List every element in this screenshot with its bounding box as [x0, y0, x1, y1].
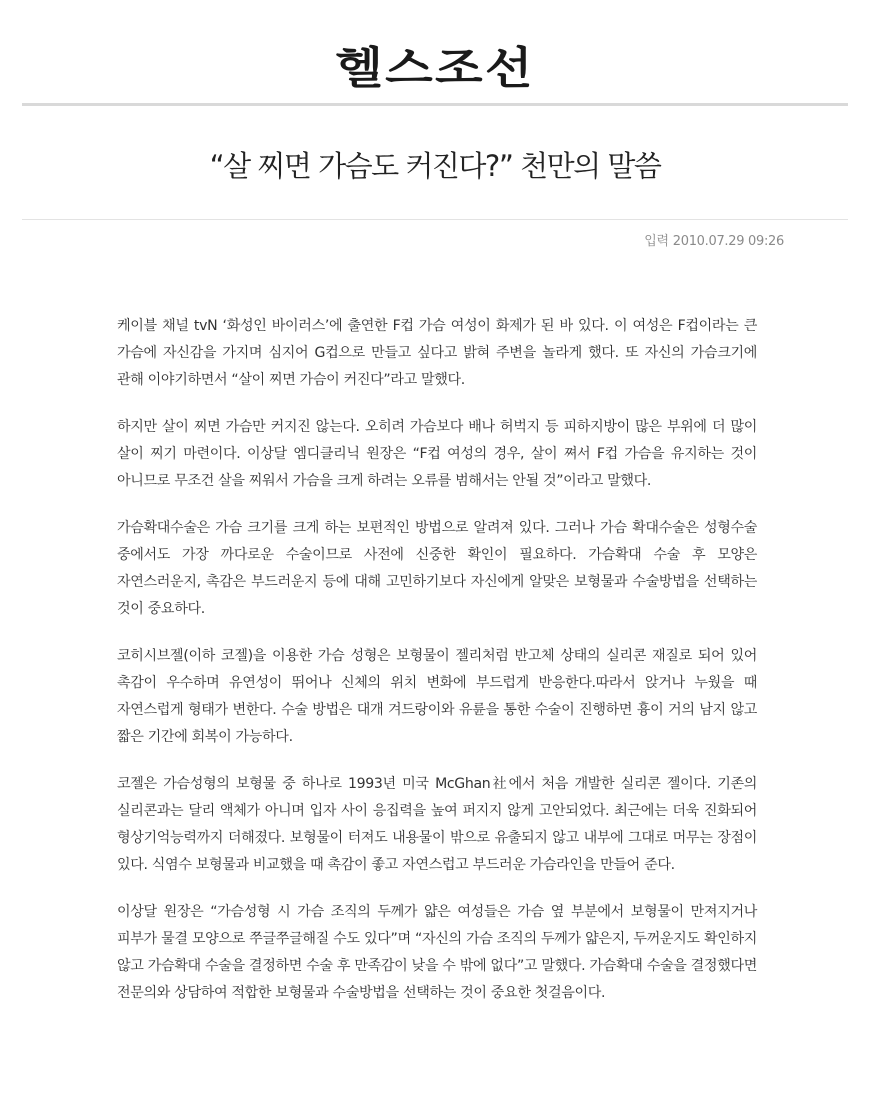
article-paragraph: 하지만 살이 찌면 가슴만 커지진 않는다. 오히려 가슴보다 배나 허벅지 등 피하지방이 많은 부위에 더 많이 살이 찌기 마련이다. 이상달 엠디클리닉 원장은 “F컵 여성의 경우, 살이 쪄서 F컵 가슴을 유지하는 것이 아니므로 무조건 살을 찌워서 가슴을 크게 하려는 오류를 범해서는 안될 것”이라고 말했다.	[117, 419, 757, 489]
publish-date	[644, 230, 784, 249]
masthead	[0, 0, 870, 104]
headline-section	[0, 104, 870, 220]
publish-date-value: 2010.07.29 09:26	[672, 234, 784, 249]
article-paragraph: 코히시브젤(이하 코젤)을 이용한 가슴 성형은 보형물이 젤리처럼 반고체 상태의 실리콘 재질로 되어 있어 촉감이 우수하며 유연성이 뛰어나 신체의 위치 변화에 부드럽게 반응한다.따라서 앉거나 누웠을 때 자연스럽게 형태가 변한다. 수술 방법은 대개 겨드랑이와 유륜을 통한 수술이 진행하면 흉이 거의 남지 않고 짧은 기간에 회복이 가능하다.	[117, 648, 757, 745]
article-meta	[0, 220, 870, 300]
article-paragraph: 이상달 원장은 “가슴성형 시 가슴 조직의 두께가 얇은 여성들은 가슴 옆 부분에서 보형물이 만져지거나 피부가 물결 모양으로 쭈글쭈글해질 수도 있다”며 “자신의 가슴 조직의 두께가 얇은지, 두꺼운지도 확인하지 않고 가슴확대 수술을 결정하면 수술 후 만족감이 낮을 수 밖에 없다”고 말했다. 가슴확대 수술을 결정했다면 전문의와 상담하여 적합한 보형물과 수술방법을 선택하는 것이 중요한 첫걸음이다.	[117, 904, 757, 1001]
publish-date-label: 입력	[644, 234, 669, 249]
site-logo[interactable]: 헬스조선	[335, 43, 535, 94]
article-paragraph: 가슴확대수술은 가슴 크기를 크게 하는 보편적인 방법으로 알려져 있다. 그러나 가슴 확대수술은 성형수술 중에서도 가장 까다로운 수술이므로 사전에 신중한 확인이 필요하다. 가슴확대 수술 후 모양은 자연스러운지, 촉감은 부드러운지 등에 대해 고민하기보다 자신에게 알맞은 보형물과 수술방법을 선택하는 것이 중요하다.	[117, 520, 757, 617]
article-body	[117, 313, 757, 1027]
article-paragraph: 코젤은 가슴성형의 보형물 중 하나로 1993년 미국 McGhan社에서 처음 개발한 실리콘 젤이다. 기존의 실리콘과는 달리 액체가 아니며 입자 사이 응집력을 높여 퍼지지 않게 고안되었다. 최근에는 더욱 진화되어 형상기억능력까지 더해졌다. 보형물이 터져도 내용물이 밖으로 유출되지 않고 내부에 그대로 머무는 장점이 있다. 식염수 보형물과 비교했을 때 촉감이 좋고 자연스럽고 부드러운 가슴라인을 만들어 준다.	[117, 776, 757, 873]
article-paragraph: 케이블 채널 tvN ‘화성인 바이러스’에 출연한 F컵 가슴 여성이 화제가 된 바 있다. 이 여성은 F컵이라는 큰 가슴에 자신감을 가지며 심지어 G컵으로 만들고 싶다고 밝혀 주변을 놀라게 했다. 또 자신의 가슴크기에 관해 이야기하면서 “살이 찌면 가슴이 커진다”라고 말했다.	[117, 318, 757, 388]
article-headline: “살 찌면 가슴도 커진다?” 천만의 말씀	[209, 149, 661, 183]
